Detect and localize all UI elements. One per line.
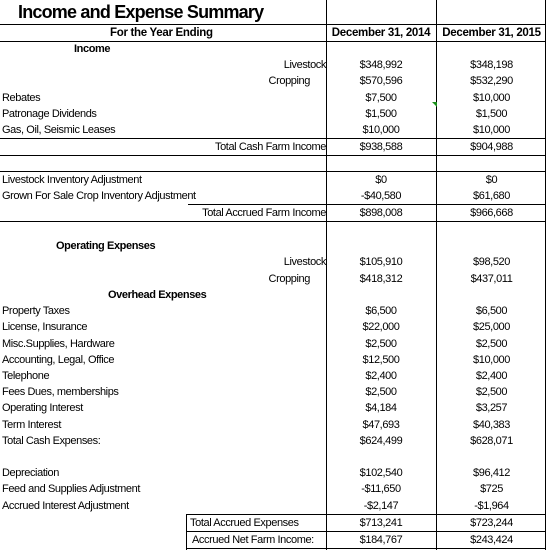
row-label: Accounting, Legal, Office bbox=[2, 354, 115, 366]
value-2014[interactable]: $898,008 bbox=[359, 207, 403, 219]
row-label: Gas, Oil, Seismic Leases bbox=[2, 124, 116, 136]
value-2014[interactable]: $938,588 bbox=[359, 141, 403, 153]
row-label: Total Cash Expenses: bbox=[2, 435, 101, 447]
value-2015[interactable]: $532,290 bbox=[470, 75, 513, 87]
row-label: Livestock bbox=[283, 59, 326, 71]
table-row bbox=[0, 271, 546, 287]
value-2014[interactable]: $2,500 bbox=[365, 386, 397, 398]
value-2014[interactable]: $0 bbox=[375, 174, 387, 186]
row-label: Total Accrued Farm Income bbox=[202, 207, 326, 219]
subtitle: For the Year Ending bbox=[110, 27, 213, 39]
value-2014[interactable]: $418,312 bbox=[359, 273, 403, 285]
row-label: Grown For Sale Crop Inventory Adjustment bbox=[2, 190, 196, 202]
total-row bbox=[0, 205, 546, 221]
value-2015[interactable]: $725 bbox=[480, 483, 503, 495]
value-2014[interactable]: $348,992 bbox=[359, 59, 403, 71]
table-row bbox=[0, 481, 546, 497]
row-label: Depreciation bbox=[2, 467, 59, 479]
value-2015[interactable]: $628,071 bbox=[470, 435, 513, 447]
row-label: Misc.Supplies, Hardware bbox=[2, 338, 115, 350]
row-label: Operating Interest bbox=[2, 402, 83, 414]
row-label: Total Accrued Expenses bbox=[190, 517, 299, 529]
table-row bbox=[0, 188, 546, 204]
value-2015[interactable]: $2,500 bbox=[475, 386, 508, 398]
table-row bbox=[0, 433, 546, 449]
value-2015[interactable]: $1,500 bbox=[475, 108, 508, 120]
section-heading-row bbox=[0, 238, 546, 254]
value-2014[interactable]: $624,499 bbox=[359, 435, 403, 447]
table-row bbox=[0, 303, 546, 319]
overhead-heading: Overhead Expenses bbox=[108, 289, 207, 301]
row-label: Accrued Interest Adjustment bbox=[2, 500, 129, 512]
row-label: Rebates bbox=[2, 92, 41, 104]
value-2015[interactable]: $10,000 bbox=[473, 92, 510, 104]
value-2015[interactable]: $3,257 bbox=[475, 402, 508, 414]
value-2014[interactable]: $7,500 bbox=[365, 92, 397, 104]
row-label: Cropping bbox=[268, 273, 310, 285]
value-2014[interactable]: -$11,650 bbox=[361, 483, 401, 495]
value-2015[interactable]: $6,500 bbox=[475, 305, 508, 317]
value-2014[interactable]: $4,184 bbox=[365, 402, 397, 414]
row-label: Property Taxes bbox=[2, 305, 70, 317]
total-row bbox=[0, 515, 546, 531]
value-2014[interactable]: $10,000 bbox=[362, 124, 400, 136]
value-2015[interactable]: $2,400 bbox=[475, 370, 508, 382]
value-2015[interactable]: $10,000 bbox=[473, 124, 510, 136]
table-row bbox=[0, 368, 546, 384]
value-2014[interactable]: $6,500 bbox=[365, 305, 397, 317]
value-2014[interactable]: $2,500 bbox=[365, 338, 397, 350]
table-row bbox=[0, 254, 546, 270]
value-2014[interactable]: -$2,147 bbox=[363, 500, 399, 512]
section-heading-row bbox=[0, 287, 546, 303]
value-2014[interactable]: $12,500 bbox=[362, 354, 400, 366]
sheet-title: Income and Expense Summary bbox=[18, 2, 264, 22]
table-row bbox=[0, 106, 546, 122]
table-row bbox=[0, 57, 546, 73]
value-2015[interactable]: $243,424 bbox=[470, 534, 513, 546]
value-2015[interactable]: $2,500 bbox=[475, 338, 508, 350]
row-label: Livestock bbox=[283, 256, 326, 268]
table-row bbox=[0, 336, 546, 352]
operating-heading: Operating Expenses bbox=[56, 240, 156, 252]
value-2015[interactable]: $98,520 bbox=[473, 256, 510, 268]
row-label: License, Insurance bbox=[2, 321, 88, 333]
table-row bbox=[0, 498, 546, 514]
row-label: Fees Dues, memberships bbox=[2, 386, 119, 398]
value-2015[interactable]: $0 bbox=[485, 174, 498, 186]
table-row bbox=[0, 319, 546, 335]
value-2014[interactable]: $713,241 bbox=[359, 517, 403, 529]
row-label: Feed and Supplies Adjustment bbox=[2, 483, 141, 495]
value-2014[interactable]: $570,596 bbox=[359, 75, 403, 87]
value-2015[interactable]: $437,011 bbox=[470, 273, 513, 285]
row-label: Term Interest bbox=[2, 419, 61, 431]
value-2015[interactable]: $348,198 bbox=[470, 59, 513, 71]
table-row bbox=[0, 400, 546, 416]
value-2015[interactable]: $61,680 bbox=[473, 190, 510, 202]
grid-line bbox=[0, 221, 546, 222]
column-header-2015: December 31, 2015 bbox=[442, 27, 541, 39]
table-row bbox=[0, 465, 546, 481]
total-row bbox=[0, 532, 546, 548]
row-label: Livestock Inventory Adjustment bbox=[2, 174, 142, 186]
header-row bbox=[0, 25, 546, 41]
value-2015[interactable]: -$1,964 bbox=[474, 500, 509, 512]
value-2015[interactable]: $904,988 bbox=[470, 141, 513, 153]
value-2015[interactable]: $25,000 bbox=[473, 321, 510, 333]
table-row bbox=[0, 417, 546, 433]
row-label: Cropping bbox=[268, 75, 310, 87]
grid-line bbox=[0, 155, 546, 156]
value-2014[interactable]: $1,500 bbox=[365, 108, 397, 120]
table-row bbox=[0, 122, 546, 138]
table-row bbox=[0, 352, 546, 368]
value-2015[interactable]: $966,668 bbox=[470, 207, 513, 219]
table-row bbox=[0, 384, 546, 400]
value-2015[interactable]: $40,383 bbox=[473, 419, 510, 431]
section-heading-row bbox=[0, 41, 546, 57]
table-row bbox=[0, 73, 546, 89]
row-label: Total Cash Farm Income bbox=[214, 141, 326, 153]
value-2014[interactable]: $102,540 bbox=[359, 467, 403, 479]
value-2014[interactable]: -$40,580 bbox=[360, 190, 402, 202]
value-2014[interactable]: $47,693 bbox=[362, 419, 400, 431]
value-2014[interactable]: $22,000 bbox=[362, 321, 400, 333]
table-row bbox=[0, 172, 546, 188]
value-2014[interactable]: $184,767 bbox=[359, 534, 403, 546]
table-row bbox=[0, 90, 546, 106]
value-2014[interactable]: $2,400 bbox=[365, 370, 397, 382]
value-2014[interactable]: $105,910 bbox=[359, 256, 403, 268]
column-header-2014: December 31, 2014 bbox=[331, 27, 431, 39]
value-2015[interactable]: $723,244 bbox=[470, 517, 513, 529]
row-label: Patronage Dividends bbox=[2, 108, 97, 120]
total-row bbox=[0, 139, 546, 155]
grid-line bbox=[186, 548, 546, 549]
value-2015[interactable]: $96,412 bbox=[473, 467, 510, 479]
row-label: Accrued Net Farm Income: bbox=[192, 534, 314, 546]
row-label: Telephone bbox=[2, 370, 50, 382]
value-2015[interactable]: $10,000 bbox=[473, 354, 510, 366]
income-heading: Income bbox=[74, 43, 111, 55]
